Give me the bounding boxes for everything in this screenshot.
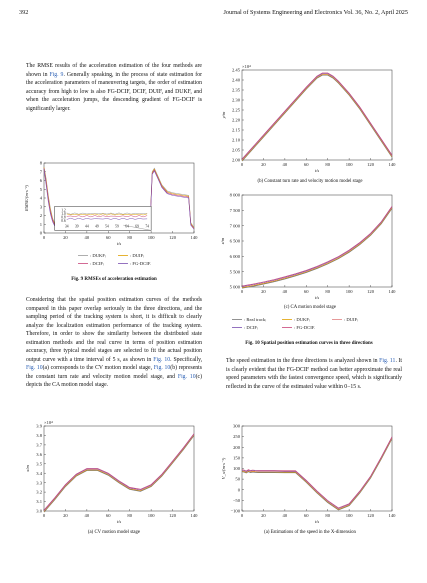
x-tick-label: 60 [303,162,309,167]
legend-label: : DUIF; [130,253,145,258]
axis-exponent: ×10⁴ [44,420,53,425]
y-tick-label: −50 [232,497,240,503]
x-tick-label: 100 [345,162,353,167]
inset-x-tick-label: 64 [125,224,129,229]
y-tick-label: 0 [39,230,42,236]
x-axis-label: t/s [314,295,320,300]
paragraph-speed-estimation [226,357,402,391]
y-tick-label: 8 [39,160,42,166]
inset-x-tick-label: 44 [85,224,89,229]
series-line-dcif [242,207,392,287]
y-tick-label: 3.7 [36,442,42,448]
inset-x-tick-label: 59 [115,224,119,229]
series-line-fg-dcif [242,206,392,286]
x-tick-label: 0 [240,289,244,294]
x-tick-label: 0 [42,513,46,518]
fig9-caption [26,277,202,282]
figure-reference-link[interactable]: Fig. 10 [177,373,196,380]
x-tick-label: 100 [147,235,155,240]
figure-reference-link[interactable]: Fig. 10 [153,356,171,363]
series-line-real-track [242,439,392,510]
x-tick-label: 60 [105,513,111,518]
x-tick-label: 20 [261,162,266,167]
x-axis-label: t/s [116,241,122,246]
x-tick-label: 0 [240,162,244,167]
fig10a-caption: (a) CV motion model stage [87,530,141,535]
x-tick-label: 40 [282,289,288,294]
y-tick-label: 8 000 [229,192,240,198]
plot-frame [242,195,392,287]
y-tick-label: 6 [39,178,42,184]
x-tick-label: 60 [105,235,111,240]
fig11a-caption: (a) Estimations of the speed in the X-dimension [264,530,356,535]
figure-reference-link[interactable]: Fig. 10 [26,365,43,372]
x-tick-label: 120 [169,513,177,518]
x-tick-label: 120 [367,513,375,518]
legend-label: : DUKF; [90,253,107,258]
y-tick-label: 3.2 [36,489,42,495]
figure-reference-link[interactable]: Fig. 9 [49,71,64,78]
x-tick-label: 40 [282,162,288,167]
series-line-dcif [242,73,392,159]
legend-label: : DUIF; [344,317,359,322]
series-line-dukf [242,438,392,509]
y-axis-label: y/m [221,111,226,119]
y-tick-label: 3.5 [36,461,42,467]
y-tick-label: 2.10 [231,137,240,143]
fig10c-chart [218,189,398,301]
y-tick-label: 2.40 [231,77,240,83]
x-tick-label: 0 [42,235,46,240]
x-axis-label: t/s [314,519,320,524]
y-tick-label: 3.0 [36,508,42,514]
journal-title: Journal of Systems Engineering and Electronics Vol. 36, No. 2, April 2025 [223,9,408,16]
inset-x-tick-label: 69 [135,224,139,229]
y-axis-label: RMSE/(m·s⁻²) [24,184,29,212]
fig9-caption-text: Fig. 9 RMSEs of acceleration estimation [71,277,157,282]
plot-frame [242,70,392,160]
y-tick-label: 200 [233,444,240,450]
x-tick-label: 80 [325,289,331,294]
series-line-duif [44,435,194,512]
inset-x-tick-label: 39 [74,224,79,229]
x-tick-label: 20 [261,513,266,518]
series-line-dukf [44,435,194,512]
x-tick-label: 20 [63,513,68,518]
y-tick-label: 7 000 [229,223,240,229]
paragraph-text-run: (a) corresponds to the CV motion model stage, [42,365,154,372]
legend-label: : DUKF; [294,317,311,322]
y-tick-label: 7 [39,169,42,175]
x-tick-label: 80 [325,513,331,518]
x-tick-label: 20 [261,289,266,294]
inset-y-tick-label: 0.8 [61,215,66,220]
paragraph-text-run: The speed estimation in the three directions is analyzed shown in [226,358,380,364]
paragraph-text-run: . Specifically, [170,356,203,363]
y-tick-label: 100 [233,466,240,472]
fig10-legend [232,316,392,336]
paragraph-text-run: The RMSE results of the acceleration estimation of the four methods are shown in [26,63,202,78]
x-tick-label: 60 [303,513,309,518]
paragraph-position-estimation [26,296,202,390]
fig10a-chart [22,420,202,525]
inset-y-tick-label: 1.0 [61,212,66,217]
paragraph-text-run: Considering that the spatial position estimation curves of the methods compared in this paper overlap seriously in the three directions, and the sampling period of the tracking system is short, it is difficult to clearly analyze the localization estimation performance of the tracking system. Therefore, in order to show the similarity between the distributed state estimation methods and the real curve in terms of position estimation accuracy, three typical model stages are selected to fit the actual position output curve with a time interval of 5 s, as shown in [26,297,202,363]
page-number: 392 [19,9,29,16]
x-tick-label: 60 [303,289,309,294]
fig10c-caption: (c) CA motion model stage [284,305,336,310]
y-tick-label: 2 [39,213,42,219]
y-tick-label: 3 [39,204,42,210]
series-line-real-track [242,208,392,288]
y-tick-label: 6 500 [229,238,240,244]
plot-frame [44,426,194,511]
y-tick-label: 0 [237,487,240,493]
x-tick-label: 140 [190,235,198,240]
series-line-duif [242,438,392,509]
y-tick-label: 3.8 [36,433,42,439]
y-tick-label: 2.00 [231,157,240,163]
x-tick-label: 100 [345,513,353,518]
fig10b-caption: (b) Constant turn rate and velocity motion model stage [257,179,363,184]
y-tick-label: 250 [233,434,240,440]
x-tick-label: 140 [388,289,396,294]
y-tick-label: 2.25 [231,107,240,113]
x-tick-label: 40 [84,235,90,240]
figure-reference-link[interactable]: Fig. 10 [153,365,171,372]
y-tick-label: 2.15 [231,127,240,133]
x-tick-label: 80 [127,235,133,240]
paragraph-text-run: . It is clearly evident that the FG-DCIF method can better approximate the real speed parameters with the fastest convergence speed, which is significantly reflected in the curve of the estimated value within 0−15 s. [226,358,403,390]
x-tick-label: 120 [367,289,375,294]
series-line-dcif [44,434,194,511]
x-tick-label: 100 [147,513,155,518]
inset-x-tick-label: 49 [95,224,99,229]
paragraph-text-run: (c) depicts the CA motion model stage. [26,373,202,389]
y-tick-label: 3.4 [36,470,42,476]
paragraph-text-run: (b) represents the constant turn rate and velocity motion model stage, and [26,365,203,380]
y-tick-label: 7 500 [229,207,240,213]
series-line-duif [242,74,392,160]
inset-x-tick-label: 34 [64,224,69,229]
series-line-real-track [44,436,194,513]
x-tick-label: 140 [388,513,396,518]
inset-x-tick-label: 54 [105,224,109,229]
x-tick-label: 0 [240,513,244,518]
x-tick-label: 80 [127,513,133,518]
x-tick-label: 140 [388,162,396,167]
axis-exponent: ×10⁴ [242,64,251,69]
fig10b-chart [218,62,398,174]
y-tick-label: 2.20 [231,117,240,123]
fig10-caption-text: Fig. 10 Spatial position estimation curves in three directions [245,341,373,346]
legend-label: : FG-DCIF. [130,261,152,266]
paragraph-text-run: . Generally speaking, in the process of state estimation for the acceleration parameters of maneuvering targets, the order of estimation accuracy from high to low is also FG-DCIF, DCIF, DUIF, and DUKF, and when the acceleration jumps, the descending gradient of FG-DCIF is significantly larger. [26,71,202,112]
y-tick-label: 4 [39,195,42,201]
y-tick-label: 50 [235,476,240,482]
series-line-fg-dcif [242,73,392,159]
y-tick-label: 6 000 [229,253,240,259]
y-tick-label: 1 [39,221,42,227]
x-tick-label: 40 [282,513,288,518]
plot-frame [242,426,392,511]
x-tick-label: 140 [190,513,198,518]
figure-reference-link[interactable]: Fig. 11 [379,358,396,364]
y-tick-label: 3.6 [36,451,42,457]
inset-y-tick-label: 0.6 [61,219,66,224]
x-tick-label: 100 [345,289,353,294]
y-tick-label: 2.35 [231,87,240,93]
y-tick-label: 5 500 [229,269,240,275]
y-axis-label: z/m [220,237,225,245]
legend-label: : FG-DCIF. [294,325,316,330]
x-axis-label: t/s [116,519,122,524]
legend-label: : DCIF; [244,325,259,330]
y-tick-label: 5 [39,186,42,192]
x-axis-label: t/s [314,168,320,173]
y-tick-label: −100 [230,508,240,514]
y-axis-label: V_x/(m·s⁻¹) [221,457,226,480]
x-tick-label: 80 [325,162,331,167]
fig9-rmse-chart [22,157,202,247]
inset-x-tick-label: 74 [145,224,149,229]
series-line-duif [242,207,392,287]
series-line-fg-dcif [44,433,194,510]
inset-y-tick-label: 1.2 [61,208,66,213]
series-line-real-track [242,75,392,161]
series-line-dukf [242,208,392,288]
x-tick-label: 120 [169,235,177,240]
fig10-caption [218,341,400,346]
y-tick-label: 2.30 [231,97,240,103]
paragraph-rmse-acceleration [26,62,202,113]
y-tick-label: 2.05 [231,147,240,153]
y-tick-label: 2.45 [231,67,240,73]
y-axis-label: x/m [25,465,30,472]
x-tick-label: 40 [84,513,90,518]
y-tick-label: 3.3 [36,480,42,486]
y-tick-label: 150 [233,455,240,461]
x-tick-label: 120 [367,162,375,167]
fig11a-chart [218,420,398,525]
y-tick-label: 300 [233,423,240,429]
legend-label: : DCIF; [90,261,105,266]
x-tick-label: 20 [63,235,68,240]
y-tick-label: 3.9 [36,423,42,429]
series-line-dukf [242,75,392,161]
y-tick-label: 5 000 [229,284,240,290]
legend-label: : Real track; [244,317,267,322]
y-tick-label: 3.1 [36,499,42,505]
fig9-legend [78,252,198,272]
